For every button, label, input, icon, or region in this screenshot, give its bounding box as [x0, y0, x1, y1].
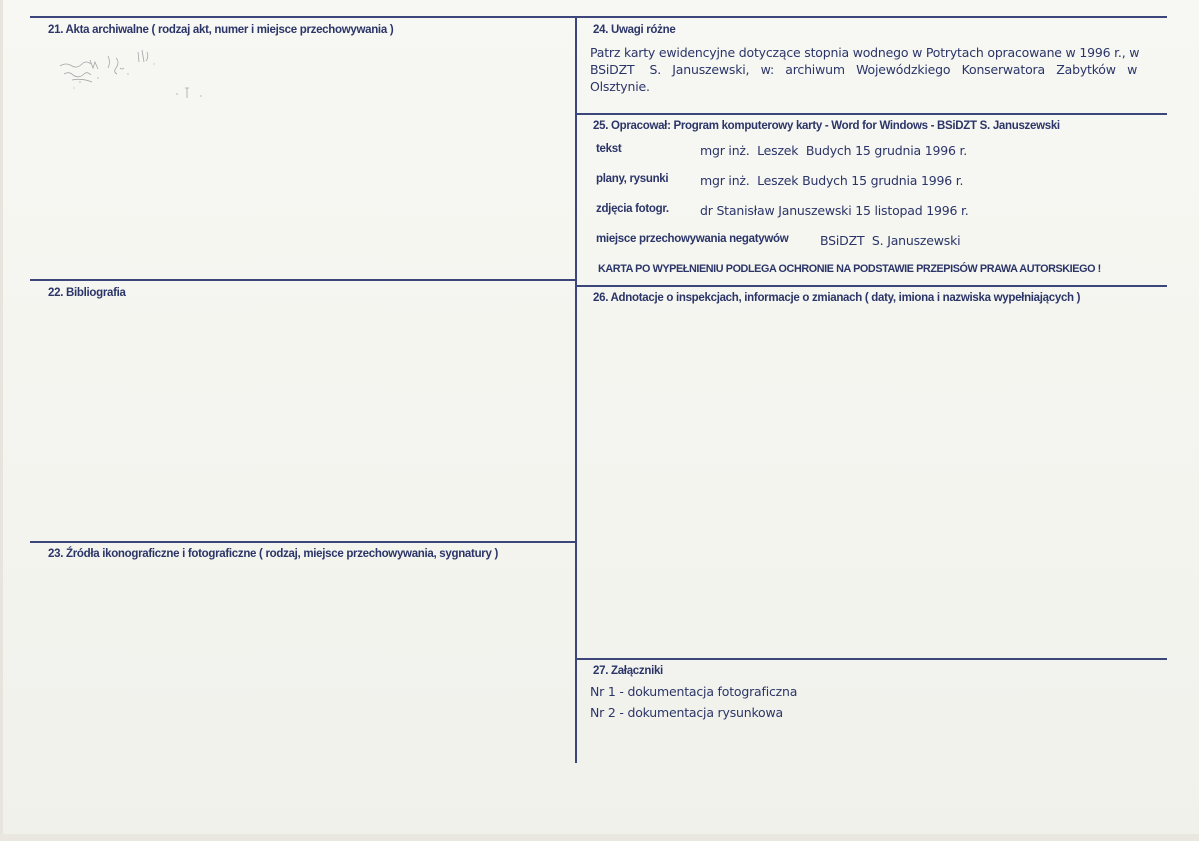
- pencil-scribble-mark: [50, 38, 250, 118]
- author-row-label-drawings: plany, rysunki: [596, 173, 669, 185]
- center-divider-line: [575, 16, 577, 763]
- author-row-value-negatives: BSiDZT S. Januszewski: [820, 233, 961, 248]
- author-row-label-text: tekst: [596, 143, 622, 155]
- author-row-value-photos: dr Stanisław Januszewski 15 listopad 1996 r.: [700, 203, 969, 218]
- section-24-line-1: Patrz karty ewidencyjne dotyczące stopnia wodnego w Potrytach opracowane w 1996 r., w: [590, 45, 1140, 60]
- divider-26-27: [576, 658, 1167, 660]
- section-24-title: 24. Uwagi różne: [593, 24, 676, 36]
- copyright-warning: KARTA PO WYPEŁNIENIU PODLEGA OCHRONIE NA PODSTAWIE PRZEPISÓW PRAWA AUTORSKIEGO !: [598, 263, 1101, 275]
- paper-edge: [0, 0, 3, 841]
- section-24-line-2: BSiDZT S. Januszewski, w: archiwum Wojewódzkiego Konserwatora Zabytków w: [590, 62, 1138, 77]
- author-row-label-photos: zdjęcia fotogr.: [596, 203, 669, 215]
- divider-25-26: [576, 285, 1167, 287]
- section-21-title: 21. Akta archiwalne ( rodzaj akt, numer i miejsce przechowywania ): [48, 24, 394, 36]
- attachment-item-1: Nr 1 - dokumentacja fotograficzna: [590, 684, 798, 699]
- divider-22-23: [30, 541, 576, 543]
- section-22-title: 22. Bibliografia: [48, 287, 126, 299]
- top-border-line: [30, 16, 1167, 18]
- paper-bottom-edge: [0, 834, 1199, 841]
- section-26-title: 26. Adnotacje o inspekcjach, informacje o zmianach ( daty, imiona i nazwiska wypełniających ): [593, 292, 1081, 304]
- section-27-title: 27. Załączniki: [593, 665, 663, 677]
- section-24-line-3: Olsztynie.: [590, 79, 650, 94]
- author-row-value-drawings: mgr inż. Leszek Budych 15 grudnia 1996 r.: [700, 173, 964, 188]
- author-row-value-text: mgr inż. Leszek Budych 15 grudnia 1996 r.: [700, 143, 968, 158]
- author-row-label-negatives: miejsce przechowywania negatywów: [596, 233, 789, 245]
- attachment-item-2: Nr 2 - dokumentacja rysunkowa: [590, 705, 783, 720]
- section-25-title: 25. Opracował: Program komputerowy karty - Word for Windows - BSiDZT S. Januszewski: [593, 120, 1060, 132]
- divider-24-25: [576, 113, 1167, 115]
- section-23-title: 23. Źródła ikonograficzne i fotograficzne ( rodzaj, miejsce przechowywania, sygnatury ): [48, 548, 498, 560]
- divider-21-22: [30, 279, 576, 281]
